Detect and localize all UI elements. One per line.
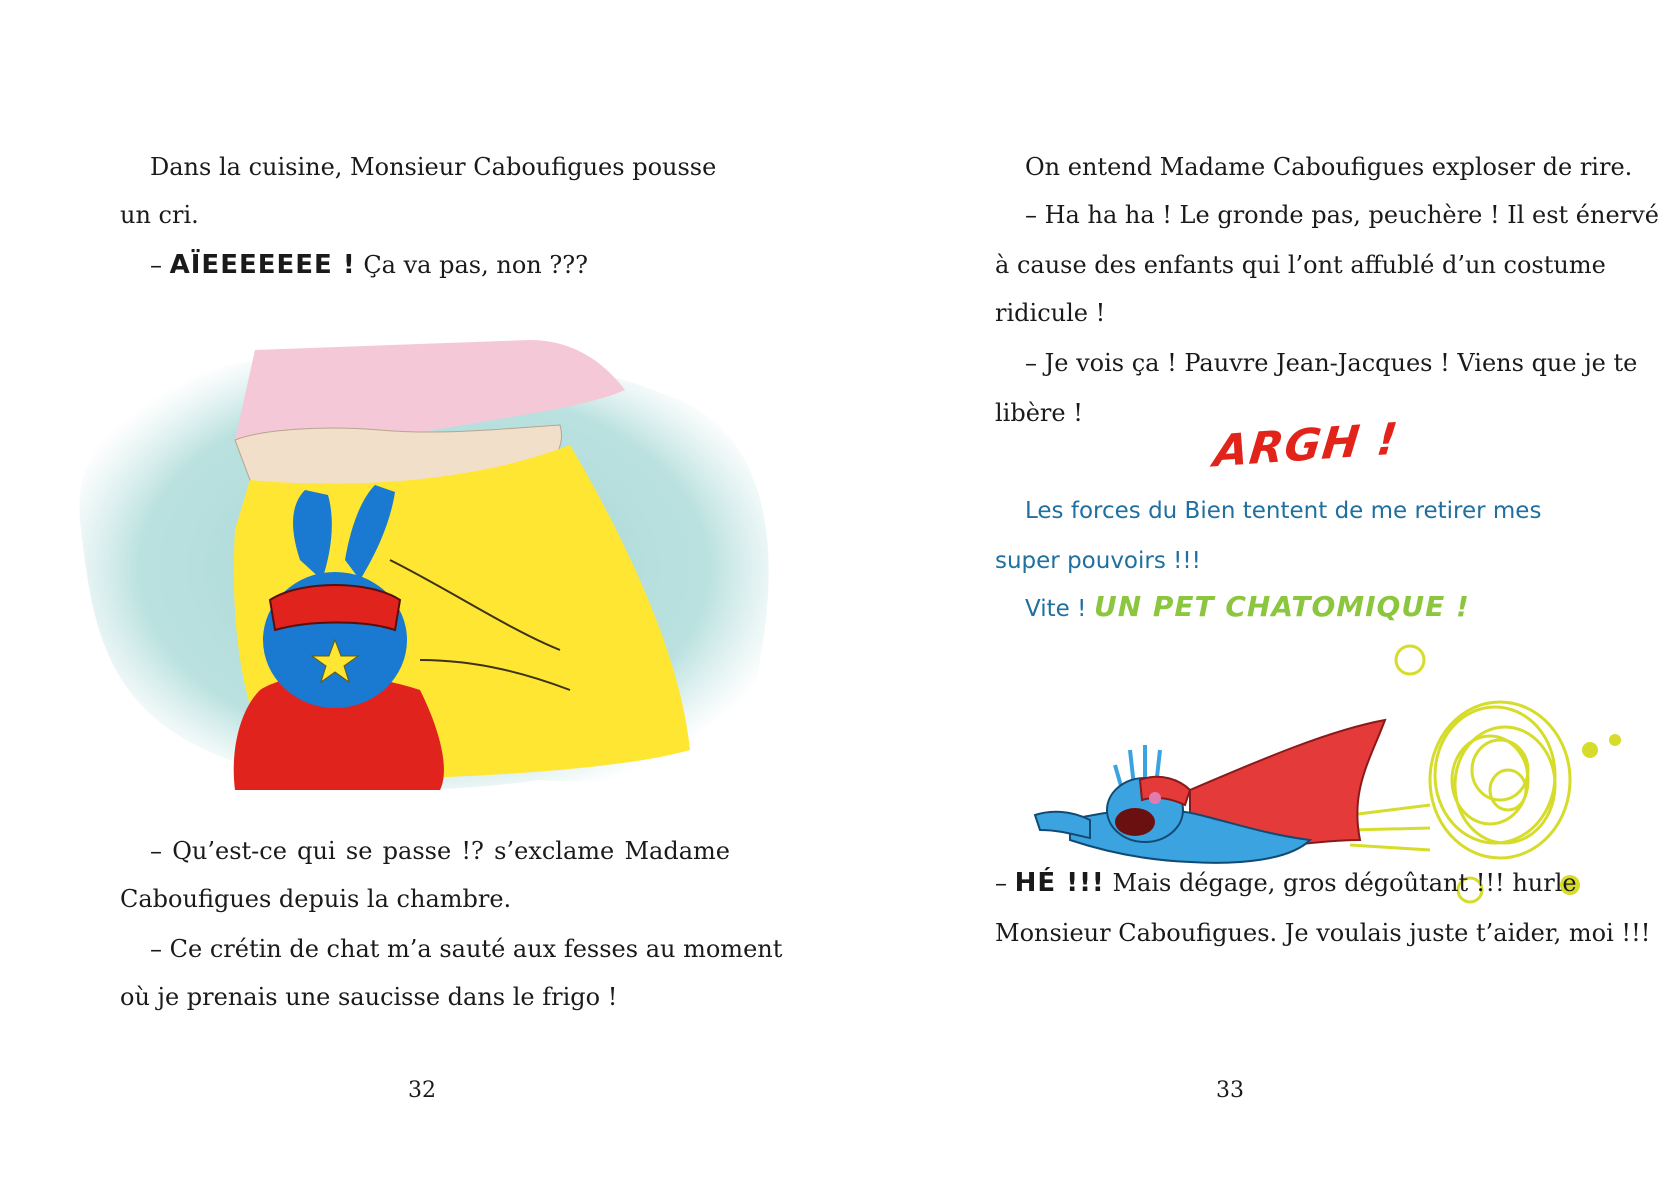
cat-nose (1149, 792, 1161, 804)
fart-puff (1582, 742, 1598, 758)
page-number: 32 (408, 1078, 436, 1103)
chatomique-line (1025, 592, 1470, 624)
page-number: 33 (1216, 1078, 1244, 1103)
text-line: Dans la cuisine, Monsieur Caboufigues pousse (150, 153, 717, 181)
text-line: un cri. (120, 201, 199, 229)
cat-clinging-illustration (60, 330, 780, 810)
text-line: ridicule ! (995, 299, 1106, 327)
text-line: libère ! (995, 399, 1083, 427)
blue-text-line: Les forces du Bien tentent de me retirer mes (1025, 498, 1542, 524)
dash: – (995, 869, 1007, 897)
exclamation-line (995, 868, 1577, 898)
chatomique-sound-effect: UN PET CHATOMIQUE ! (1093, 590, 1470, 623)
text-line: à cause des enfants qui l’ont affublé d’un costume (995, 251, 1606, 279)
text-line: – Qu’est-ce qui se passe !? s’exclame Madame (150, 837, 730, 865)
yell-text: AÏEEEEEEE ! (169, 250, 356, 280)
text-fragment: Vite ! (1025, 596, 1087, 622)
text-line: – Ce crétin de chat m’a sauté aux fesses au moment (150, 935, 783, 963)
text-line: Monsieur Caboufigues. Je voulais juste t’aider, moi !!! (995, 919, 1651, 947)
text-line: On entend Madame Caboufigues exploser de rire. (1025, 153, 1633, 181)
argh-sound-effect: ARGH ! (1211, 413, 1401, 478)
cat-arm (1035, 812, 1090, 838)
dash: – (150, 251, 162, 279)
text-line: – Je vois ça ! Pauvre Jean-Jacques ! Viens que je te (1025, 349, 1638, 377)
text-line: – Ha ha ha ! Le gronde pas, peuchère ! Il est énervé (1025, 201, 1659, 229)
text-line: Caboufigues depuis la chambre. (120, 885, 512, 913)
text-fragment: Ça va pas, non ??? (363, 251, 588, 279)
cat-mask (270, 585, 400, 630)
fart-puff (1609, 734, 1621, 746)
exclamation-line (150, 250, 588, 280)
text-line: où je prenais une saucisse dans le frigo ! (120, 983, 618, 1011)
text-fragment: Mais dégage, gros dégoûtant !!! hurle (1112, 869, 1577, 897)
fart-puff (1396, 646, 1424, 674)
cat-mouth (1115, 808, 1155, 836)
blue-text-line: super pouvoirs !!! (995, 548, 1201, 574)
right-page (840, 0, 1680, 1200)
fart-cloud (1430, 702, 1570, 858)
yell-text: HÉ !!! (1014, 868, 1105, 898)
